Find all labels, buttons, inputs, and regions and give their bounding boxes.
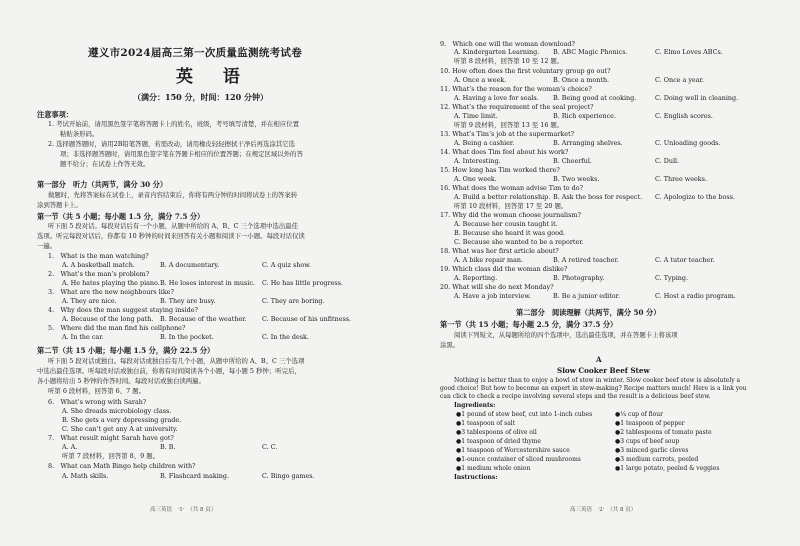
subject-title: 英 语	[176, 67, 252, 87]
question-15: 15. How long has Tim worked there?	[440, 166, 560, 174]
passage-line: good choice! But how to become an expert in stew-making? Recipe matters much! Here is a link you	[440, 385, 747, 392]
part2-heading: 第二部分 阅读理解（共两节，满分 50 分）	[516, 308, 661, 317]
ingredient-item: ●1 teaspoon of Worcestershire sauce	[456, 447, 570, 454]
option-a: A. Math skills.	[62, 472, 109, 480]
section1-intro-line: 选项。听完每段对话后，你都有 10 秒钟的时间来回答有关小题和阅读下一小题。每段对话仅读	[37, 232, 305, 240]
section2-intro-line: 中选出最佳选项。听每段对话或独白前，你将有时间阅读各个小题，每小题 5 秒钟；听完后，	[37, 367, 301, 375]
option-b: B. Two weeks.	[553, 175, 600, 183]
passage-title: Slow Cooker Beef Stew	[557, 366, 650, 375]
notice-line: 题不给分；在试卷上作答无效。	[60, 160, 150, 168]
question-9: 9. Which one will the woman download?	[440, 40, 575, 48]
notice-line: 2. 选择题答题时，请用2B铅笔答题，若需改动，请用橡皮轻轻擦拭干净后再选涂其它选	[48, 140, 295, 148]
option-c: C. Doing well in cleaning.	[655, 94, 739, 102]
option-a: A. A bike repair man.	[454, 256, 524, 264]
option-c: C. C.	[262, 443, 278, 451]
ingredient-item: ●3 tablespoons of olive oil	[456, 429, 537, 436]
option-b: B. Be a junior editor.	[553, 292, 621, 300]
part1-intro-line: 涂到答题卡上。	[37, 201, 82, 209]
option-a: A. She dreads microbiology class.	[62, 407, 172, 415]
question-16: 16. What does the woman advise Tim to do?	[440, 184, 584, 192]
option-b: B. She gets a very depressing grade.	[62, 416, 182, 424]
part2-section1-heading: 第一节（共 15 小题；每小题 2.5 分，满分 37.5 分）	[440, 320, 618, 329]
question-1: 1. What is the man watching?	[48, 252, 149, 260]
right-page	[400, 0, 800, 546]
material-note: 听第 9 段材料，回答第 13 至 16 题。	[454, 121, 564, 129]
passage-line: Nothing is better than to enjoy a bowl of stew in winter. Slow cooker beef stew is absolutely a	[454, 377, 741, 384]
option-c: C. They are boring.	[262, 297, 325, 305]
page-footer: 高三英语 ·2· （共 8 页）	[570, 507, 637, 513]
ingredient-item: ●1 teaspoon of salt	[456, 420, 516, 427]
ingredients-heading: Ingredients:	[454, 402, 496, 409]
option-b: B. Being good at cooking.	[553, 94, 637, 102]
option-c: C. She can’t get any A at university.	[62, 425, 178, 433]
section2-intro-line: 听第 6 段材料，回答第 6、7 题。	[48, 387, 146, 395]
page-footer: 高三英语 ·1· （共 8 页）	[150, 507, 217, 513]
question-4: 4. Why does the man suggest staying inside?	[48, 306, 198, 314]
instructions-heading: Instructions:	[454, 474, 498, 481]
ingredient-item: ●1 medium whole onion	[456, 465, 531, 472]
option-b: B. Arranging shelves.	[553, 139, 623, 147]
material-note: 听第 7 段材料，回答第 8、9 题。	[62, 452, 160, 460]
option-c: C. Typing.	[655, 274, 688, 282]
material-note: 听第 10 段材料，回答第 17 至 20 题。	[454, 202, 568, 210]
section1-heading: 第一节（共 5 小题；每小题 1.5 分，满分 7.5 分）	[37, 212, 205, 221]
option-c: C. He has little progress.	[262, 279, 343, 287]
option-a: A. Build a better relationship.	[454, 193, 551, 201]
question-3: 3. What are the new neighbours like?	[48, 288, 174, 296]
option-b: B. They are busy.	[160, 297, 216, 305]
option-a: A. Once a week.	[454, 76, 507, 84]
option-c: C. Three weeks.	[655, 175, 707, 183]
ingredient-item: ●1 pound of stew beef, cut into 1-inch cubes	[456, 411, 593, 418]
question-10: 10. How often does the first voluntary group go out?	[440, 67, 611, 75]
option-b: B. Ask the boss for respect.	[553, 193, 643, 201]
question-7: 7. What result might Sarah have got?	[48, 434, 174, 442]
option-c: C. A quiz show.	[262, 261, 312, 269]
notice-line: 1. 考试开始前，请用黑色签字笔将答题卡上的姓名，班级，考号填写清楚，并在相应位置	[48, 120, 299, 128]
part1-heading: 第一部分 听力（共两节，满分 30 分）	[37, 180, 168, 189]
option-b: B. B.	[160, 443, 176, 451]
question-11: 11. What’s the reason for the woman’s choice?	[440, 85, 592, 93]
option-a: A. Have a job interview.	[454, 292, 532, 300]
question-12: 12. What’s the requirement of the seal project?	[440, 103, 594, 111]
option-c: C. Bingo games.	[262, 472, 315, 480]
question-20: 20. What will she do next Monday?	[440, 283, 554, 291]
option-b: B. He loses interest in music.	[160, 279, 255, 287]
option-b: B. Rich experience.	[553, 112, 616, 120]
notice-line: 粘贴条形码。	[60, 130, 99, 138]
option-b: B. ABC Magic Phonics.	[553, 48, 628, 56]
passage-line: can click to check a recipe involving several steps and the result is a delicious beef stew.	[440, 393, 711, 400]
part1-intro-line: 做题时，先将答案标在试卷上，录音内容结束后，你将有两分钟的时间将试卷上的答案转	[48, 191, 298, 199]
option-b: B. Because she heard it was good.	[454, 229, 566, 237]
option-a: A. Because of the long path.	[62, 315, 154, 323]
option-b: B. Once a month.	[553, 76, 610, 84]
option-b: B. Cheerful.	[553, 157, 592, 165]
question-19: 19. Which class did the woman dislike?	[440, 265, 568, 273]
ingredient-item: ●1 large potato, peeled & veggies	[615, 465, 720, 472]
option-b: B. A retired teacher.	[553, 256, 619, 264]
ingredient-item: ●1-ounce container of sliced mushrooms	[456, 456, 581, 463]
option-c: C. Dull.	[655, 157, 680, 165]
option-a: A. A.	[62, 443, 78, 451]
option-b: B. Because of the weather.	[160, 315, 247, 323]
ingredient-item: ●1 teaspoon of pepper	[615, 420, 685, 427]
question-8: 8. What can Math Bingo help children with?	[48, 462, 196, 470]
question-18: 18. What was her first article about?	[440, 247, 559, 255]
option-c: C. Because she wanted to be a reporter.	[454, 238, 584, 246]
option-b: B. Flashcard making.	[160, 472, 230, 480]
option-a: A. Because her cousin taught it.	[454, 220, 558, 228]
option-c: C. Because of his unfitness.	[262, 315, 352, 323]
ingredient-item: ●3 cups of beef soup	[615, 438, 680, 445]
option-b: B. In the pocket.	[160, 333, 214, 341]
option-a: A. Interesting.	[454, 157, 501, 165]
option-c: C. Elmo Loves ABCs.	[655, 48, 723, 56]
question-5: 5. Where did the man find his cellphone?	[48, 324, 186, 332]
ingredient-item: ●¼ cup of flour	[615, 411, 664, 418]
option-c: C. Unloading goods.	[655, 139, 721, 147]
option-a: A. In the car.	[62, 333, 104, 341]
question-6: 6. What’s wrong with Sarah?	[48, 398, 147, 406]
option-c: C. Once a year.	[655, 76, 704, 84]
option-c: C. Apologize to the boss.	[655, 193, 735, 201]
part2-intro-line: 阅读下列短文，从每题所给的四个选项中，选出最佳选项，并在答题卡上将该项	[454, 331, 678, 339]
score-line: （满分：150 分，时间：120 分钟）	[133, 92, 268, 102]
ingredient-item: ●3 minced garlic cloves	[615, 447, 689, 454]
option-a: A. One week.	[454, 175, 497, 183]
section2-intro-line: 听下面 5 段对话或独白。每段对话或独白后有几个小题，从题中所给的 A、B、C 三个选项	[48, 357, 305, 365]
ingredient-item: ●3 medium carrots, peeled	[615, 456, 699, 463]
section1-intro-line: 听下面 5 段对话。每段对话后有一个小题，从题中所给的 A、B、C 三个选项中选出最佳	[48, 222, 299, 230]
ingredient-item: ●2 tablespoons of tomato paste	[615, 429, 712, 436]
ingredient-item: ●1 teaspoon of dried thyme	[456, 438, 541, 445]
option-a: A. He hates playing the piano.	[62, 279, 160, 287]
option-c: C. In the desk.	[262, 333, 309, 341]
option-b: B. Photography.	[553, 274, 605, 282]
passage-letter: A	[596, 355, 602, 364]
option-b: B. A documentary.	[160, 261, 220, 269]
option-a: A. Reporting.	[454, 274, 498, 282]
option-c: C. Host a radio program.	[655, 292, 736, 300]
section2-heading: 第二节（共 15 小题；每小题 1.5 分，满分 22.5 分）	[37, 346, 215, 355]
part2-intro-line: 涂黑。	[440, 341, 460, 349]
question-17: 17. Why did the woman choose journalism?	[440, 211, 581, 219]
option-c: C. English scores.	[655, 112, 713, 120]
notice-heading: 注意事项：	[37, 110, 73, 119]
option-a: A. Having a love for seals.	[454, 94, 539, 102]
option-a: A. Time limit.	[454, 112, 498, 120]
option-a: A. A basketball match.	[62, 261, 135, 269]
option-a: A. Kindergarten Learning.	[454, 48, 540, 56]
option-c: C. A tutor teacher.	[655, 256, 715, 264]
question-14: 14. What does Tim feel about his work?	[440, 148, 569, 156]
option-a: A. Being a cashier.	[454, 139, 515, 147]
notice-line: 项；非选择题答题时，请用黑色签字笔在答题卡相应的位置答题；在规定区域以外的答	[60, 150, 303, 158]
exam-title: 遵义市2024届高三第一次质量监测统考试卷	[88, 47, 303, 59]
section1-intro-line: 一遍。	[37, 242, 57, 250]
question-13: 13. What’s Tim’s job at the supermarket?	[440, 130, 575, 138]
section2-intro-line: 各小题将给出 5 秒钟的作答时间。每段对话或独白读两遍。	[37, 377, 205, 385]
material-note: 听第 8 段材料，回答第 10 至 12 题。	[454, 57, 564, 65]
question-2: 2. What’s the man’s problem?	[48, 270, 150, 278]
option-a: A. They are nice.	[62, 297, 117, 305]
